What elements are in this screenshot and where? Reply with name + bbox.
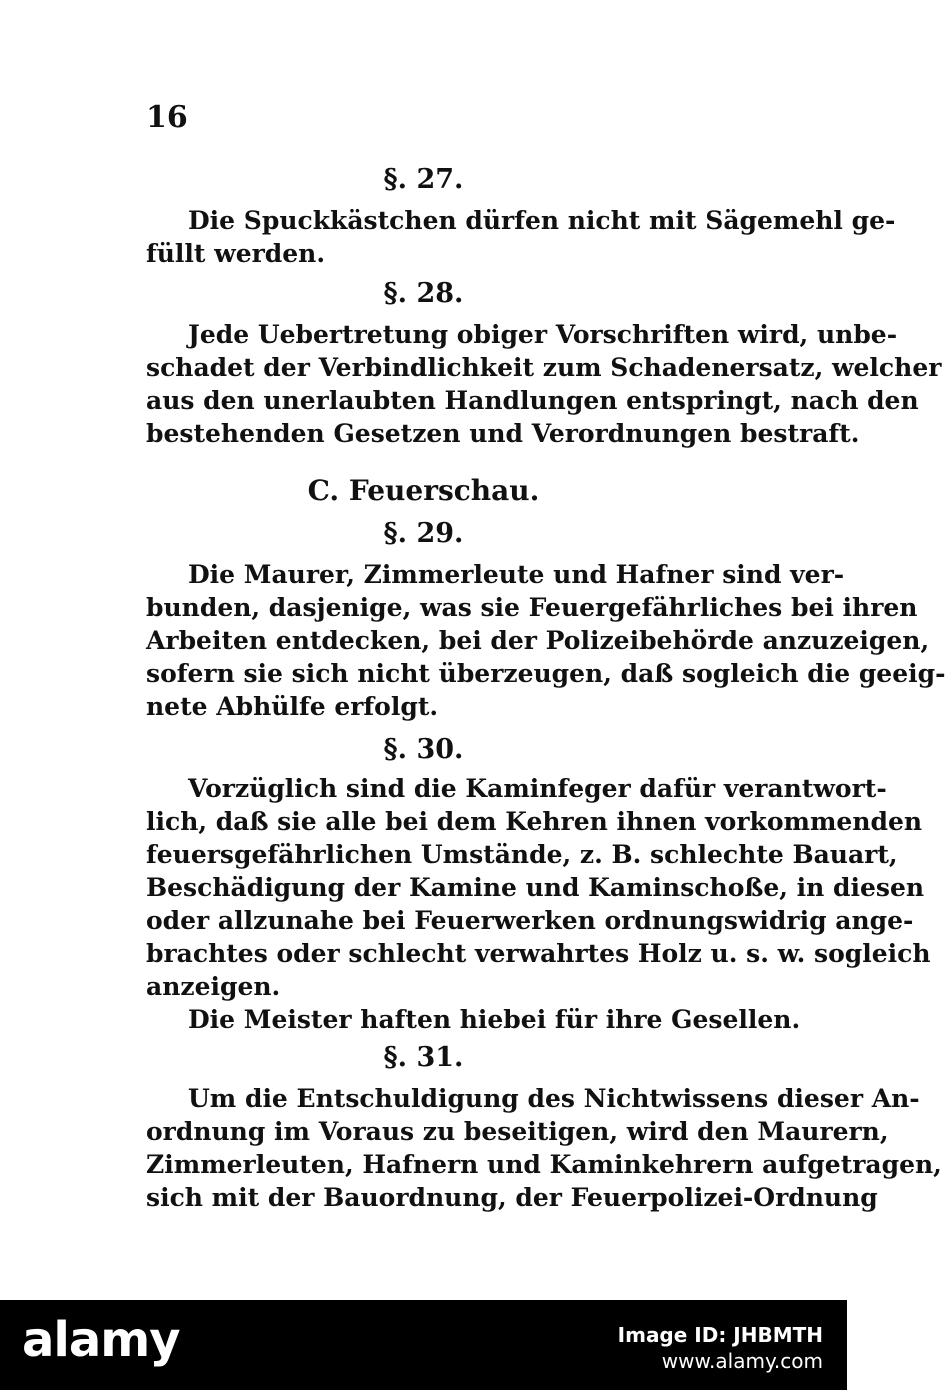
text-line: bunden, dasjenige, was sie Feuergefährliches bei ihren bbox=[146, 593, 918, 622]
paragraph-31 bbox=[146, 1082, 942, 1214]
text-line: füllt werden. bbox=[146, 239, 326, 268]
text-line: Beschädigung der Kamine und Kaminschoße, in diesen bbox=[146, 873, 925, 902]
watermark-bar bbox=[0, 1300, 847, 1390]
text-line: oder allzunahe bei Feuerwerken ordnungswidrig ange- bbox=[146, 906, 914, 935]
text-line: schadet der Verbindlichkeit zum Schadenersatz, welcher bbox=[146, 353, 942, 382]
alamy-logo: alamy bbox=[22, 1312, 180, 1368]
page-number: 16 bbox=[146, 100, 188, 135]
text-line: nete Abhülfe erfolgt. bbox=[146, 692, 439, 721]
text-line: Die Meister haften hiebei für ihre Gesellen. bbox=[188, 1005, 801, 1034]
text-line: anzeigen. bbox=[146, 972, 281, 1001]
text-line: feuersgefährlichen Umstände, z. B. schlechte Bauart, bbox=[146, 840, 898, 869]
section-mark-29: §. 29. bbox=[383, 518, 464, 549]
text-line: lich, daß sie alle bei dem Kehren ihnen vorkommenden bbox=[146, 807, 923, 836]
paragraph-29 bbox=[146, 558, 945, 723]
text-line: brachtes oder schlecht verwahrtes Holz u. s. w. sogleich bbox=[146, 939, 931, 968]
image-id: Image ID: JHBMTH bbox=[617, 1323, 823, 1347]
text-line: Jede Uebertretung obiger Vorschriften wird, unbe- bbox=[188, 320, 898, 349]
paragraph-28 bbox=[146, 318, 942, 450]
text-line: Vorzüglich sind die Kaminfeger dafür verantwort- bbox=[188, 774, 887, 803]
text-line: ordnung im Voraus zu beseitigen, wird den Maurern, bbox=[146, 1117, 889, 1146]
section-mark-30: §. 30. bbox=[383, 734, 464, 765]
text-line: Die Maurer, Zimmerleute und Hafner sind ver- bbox=[188, 560, 845, 589]
section-heading: C. Feuerschau. bbox=[307, 474, 540, 507]
text-line: Arbeiten entdecken, bei der Polizeibehörde anzuzeigen, bbox=[146, 626, 930, 655]
paragraph-30 bbox=[146, 772, 931, 1036]
text-line: bestehenden Gesetzen und Verordnungen bestraft. bbox=[146, 419, 860, 448]
section-mark-31: §. 31. bbox=[383, 1042, 464, 1073]
paragraph-27 bbox=[146, 204, 896, 270]
text-line: Um die Entschuldigung des Nichtwissens dieser An- bbox=[188, 1084, 920, 1113]
text-line: Zimmerleuten, Hafnern und Kaminkehrern aufgetragen, bbox=[146, 1150, 942, 1179]
watermark-url: www.alamy.com bbox=[661, 1349, 823, 1373]
text-line: sich mit der Bauordnung, der Feuerpolizei-Ordnung bbox=[146, 1183, 878, 1212]
text-line: sofern sie sich nicht überzeugen, daß sogleich die geeig- bbox=[146, 659, 945, 688]
section-mark-27: §. 27. bbox=[383, 164, 464, 195]
text-line: Die Spuckkästchen dürfen nicht mit Sägemehl ge- bbox=[188, 206, 896, 235]
section-mark-28: §. 28. bbox=[383, 278, 464, 309]
text-line: aus den unerlaubten Handlungen entspringt, nach den bbox=[146, 386, 919, 415]
watermark-info bbox=[618, 1322, 823, 1374]
